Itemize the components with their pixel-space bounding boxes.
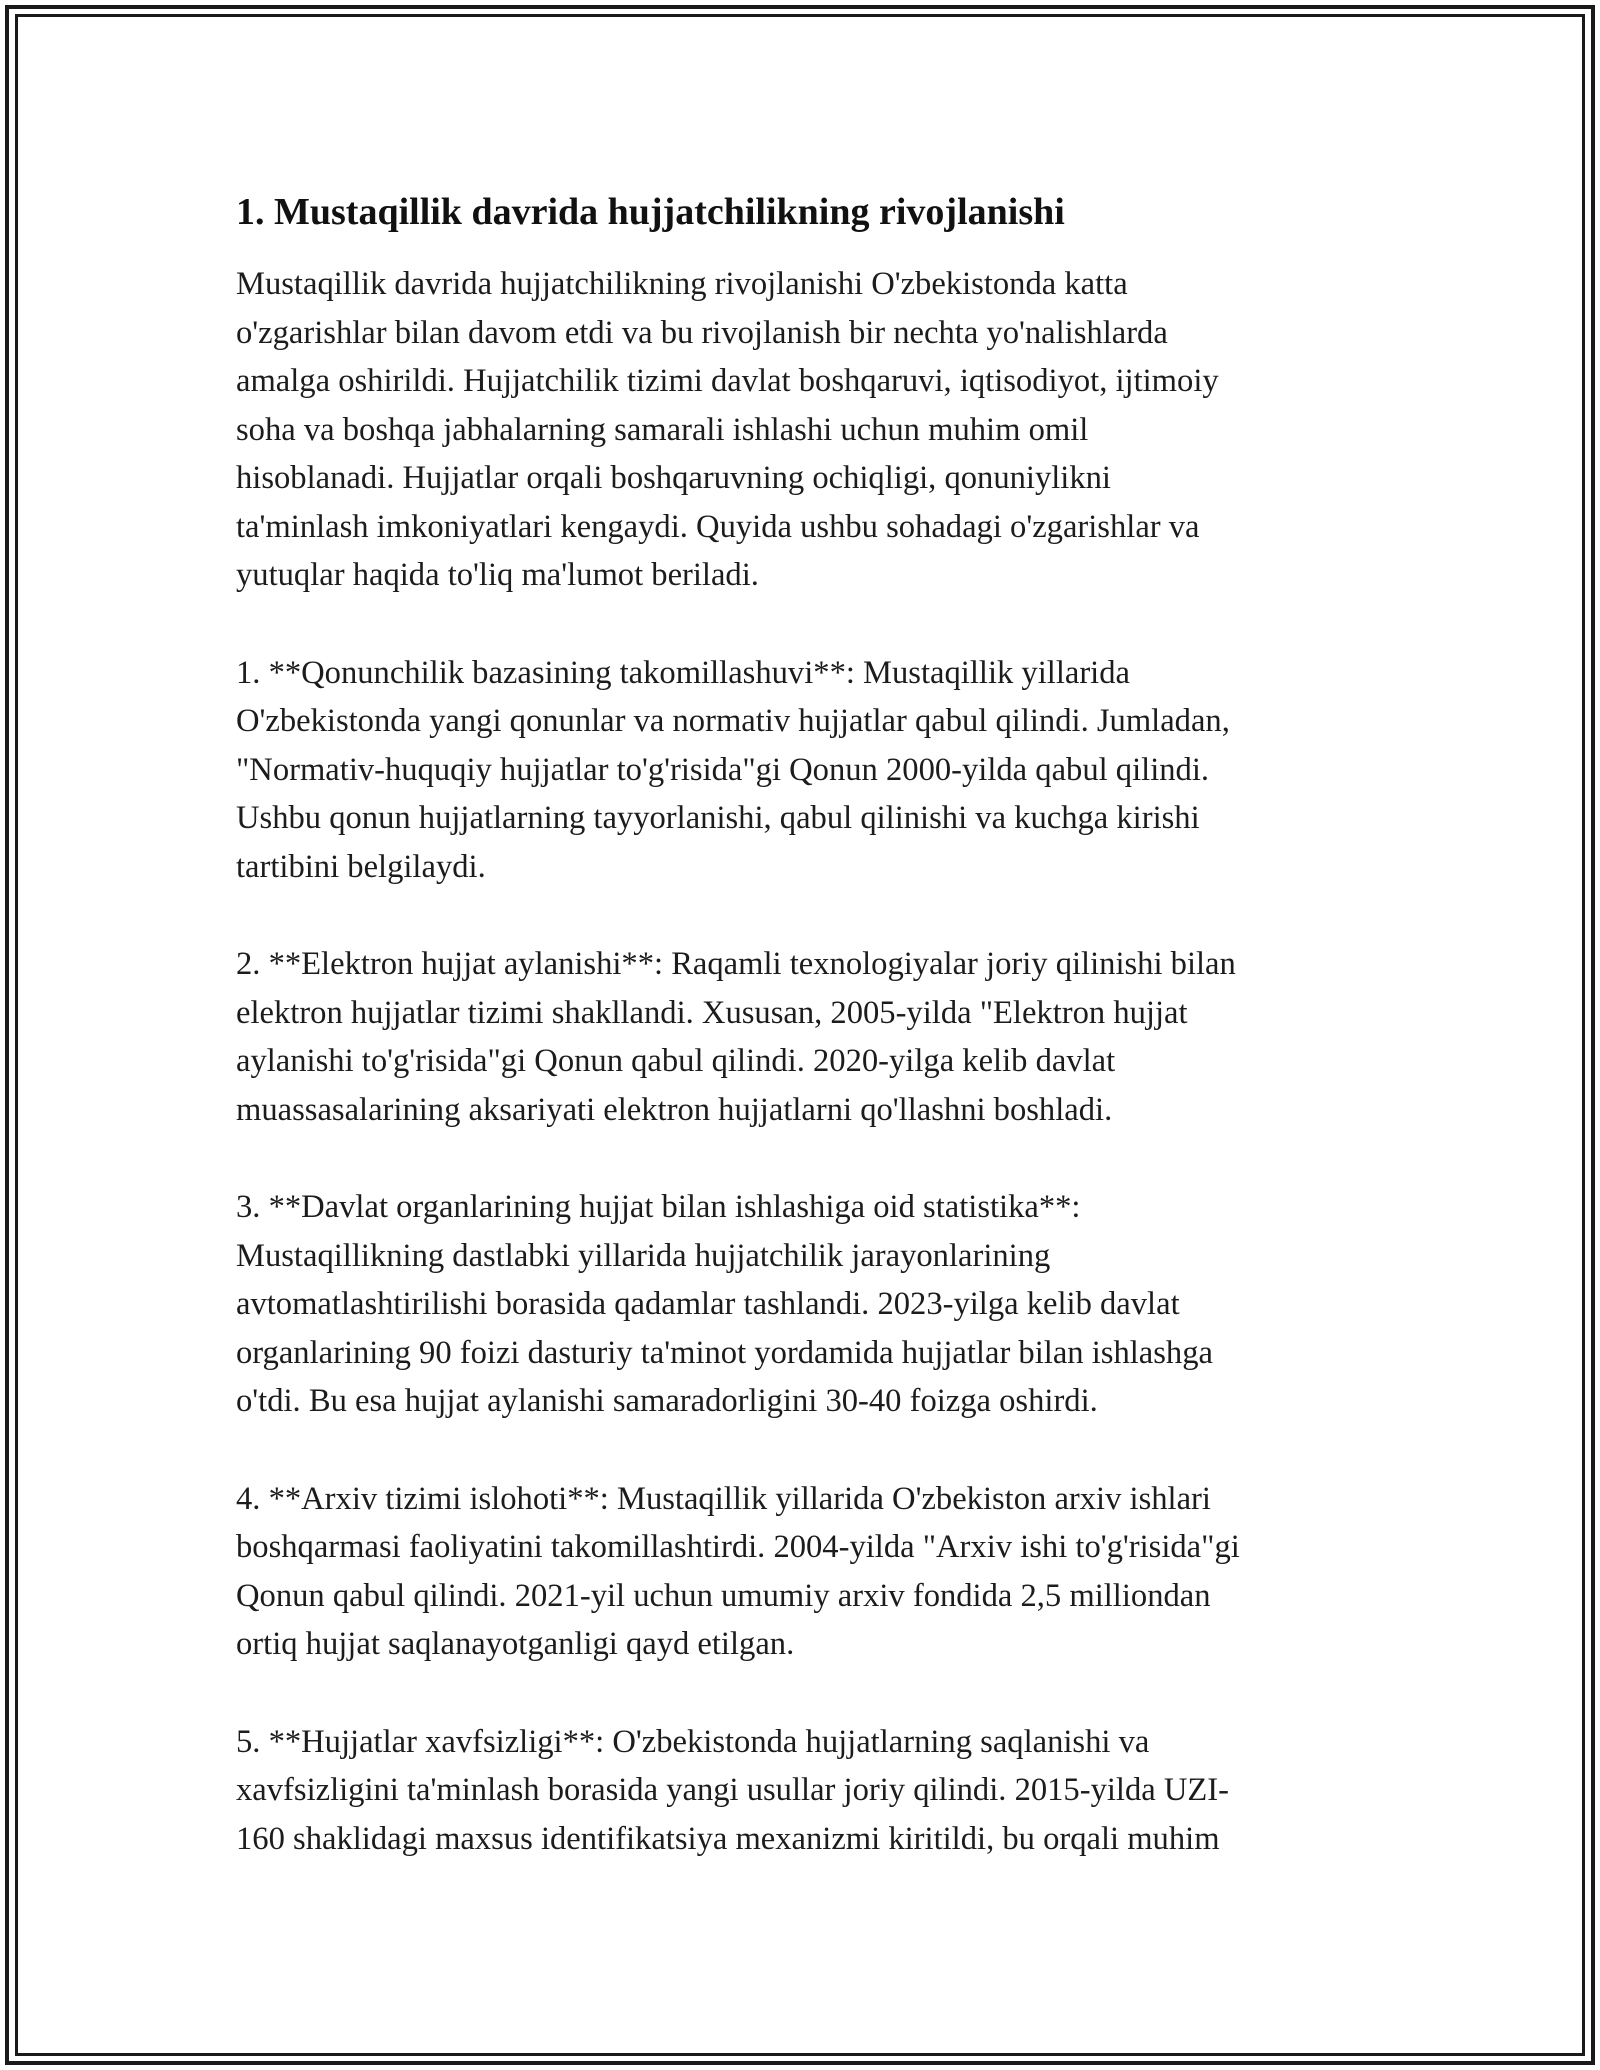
text-line: O'zbekistonda yangi qonunlar va normativ hujjatlar qabul qilindi. Jumladan, [236,703,1230,739]
text-line: 3. **Davlat organlarining hujjat bilan ishlashiga oid statistika**: [236,1189,1081,1225]
text-line: avtomatlashtirilishi borasida qadamlar tashlandi. 2023-yilga kelib davlat [236,1286,1180,1322]
document-title: 1. Mustaqillik davrida hujjatchilikning rivojlanishi [236,191,1065,233]
text-line: yutuqlar haqida to'liq ma'lumot beriladi. [236,557,759,593]
document-page [236,186,1376,1912]
text-line: xavfsizligini ta'minlash borasida yangi usullar joriy qilindi. 2015-yilda UZI- [236,1772,1229,1808]
text-line: organlarining 90 foizi dasturiy ta'minot yordamida hujjatlar bilan ishlashga [236,1334,1213,1371]
text-line: 4. **Arxiv tizimi islohoti**: Mustaqillik yillarida O'zbekiston arxiv ishlari [236,1480,1211,1517]
text-line: "Normativ-huquqiy hujjatlar to'g'risida"gi Qonun 2000-yilda qabul qilindi. [236,751,1210,788]
text-line: o'zgarishlar bilan davom etdi va bu rivojlanish bir nechta yo'nalishlarda [236,314,1168,351]
intro-paragraph [236,260,1376,600]
text-line: ortiq hujjat saqlanayotganligi qayd etilgan. [236,1626,795,1662]
text-line: Ushbu qonun hujjatlarning tayyorlanishi, qabul qilinishi va kuchga kirishi [236,800,1200,836]
text-line: 1. **Qonunchilik bazasining takomillashuvi**: Mustaqillik yillarida [236,654,1130,691]
text-line: tartibini belgilaydi. [236,848,486,885]
item-1-paragraph [236,649,1376,892]
text-line: aylanishi to'g'risida"gi Qonun qabul qilindi. 2020-yilga kelib davlat [236,1043,1116,1079]
text-line: 160 shaklidagi maxsus identifikatsiya mexanizmi kiritildi, bu orqali muhim [236,1820,1220,1857]
text-line: ta'minlash imkoniyatlari kengaydi. Quyida ushbu sohadagi o'zgarishlar va [236,508,1200,545]
text-line: hisoblanadi. Hujjatlar orqali boshqaruvning ochiqligi, qonuniylikni [236,460,1111,496]
text-line: elektron hujjatlar tizimi shakllandi. Xususan, 2005-yilda "Elektron hujjat [236,994,1188,1031]
item-3-paragraph [236,1183,1376,1426]
text-line: 2. **Elektron hujjat aylanishi**: Raqamli texnologiyalar joriy qilinishi bilan [236,946,1236,982]
item-2-paragraph [236,940,1376,1134]
text-line: Mustaqillikning dastlabki yillarida hujjatchilik jarayonlarining [236,1237,1051,1274]
item-4-paragraph [236,1475,1376,1669]
text-line: o'tdi. Bu esa hujjat aylanishi samaradorligini 30-40 foizga oshirdi. [236,1383,1098,1419]
text-line: Qonun qabul qilindi. 2021-yil uchun umumiy arxiv fondida 2,5 milliondan [236,1577,1211,1614]
text-line: amalga oshirildi. Hujjatchilik tizimi davlat boshqaruvi, iqtisodiyot, ijtimoiy [236,363,1219,399]
text-line: muassasalarining aksariyati elektron hujjatlarni qo'llashni boshladi. [236,1091,1113,1128]
text-line: 5. **Hujjatlar xavfsizligi**: O'zbekistonda hujjatlarning saqlanishi va [236,1723,1150,1760]
text-line: soha va boshqa jabhalarning samarali ishlashi uchun muhim omil [236,411,1089,448]
text-line: boshqarmasi faoliyatini takomillashtirdi. 2004-yilda "Arxiv ishi to'g'risida"gi [236,1529,1240,1565]
text-line: Mustaqillik davrida hujjatchilikning rivojlanishi O'zbekistonda katta [236,266,1128,302]
item-5-paragraph [236,1718,1376,1864]
